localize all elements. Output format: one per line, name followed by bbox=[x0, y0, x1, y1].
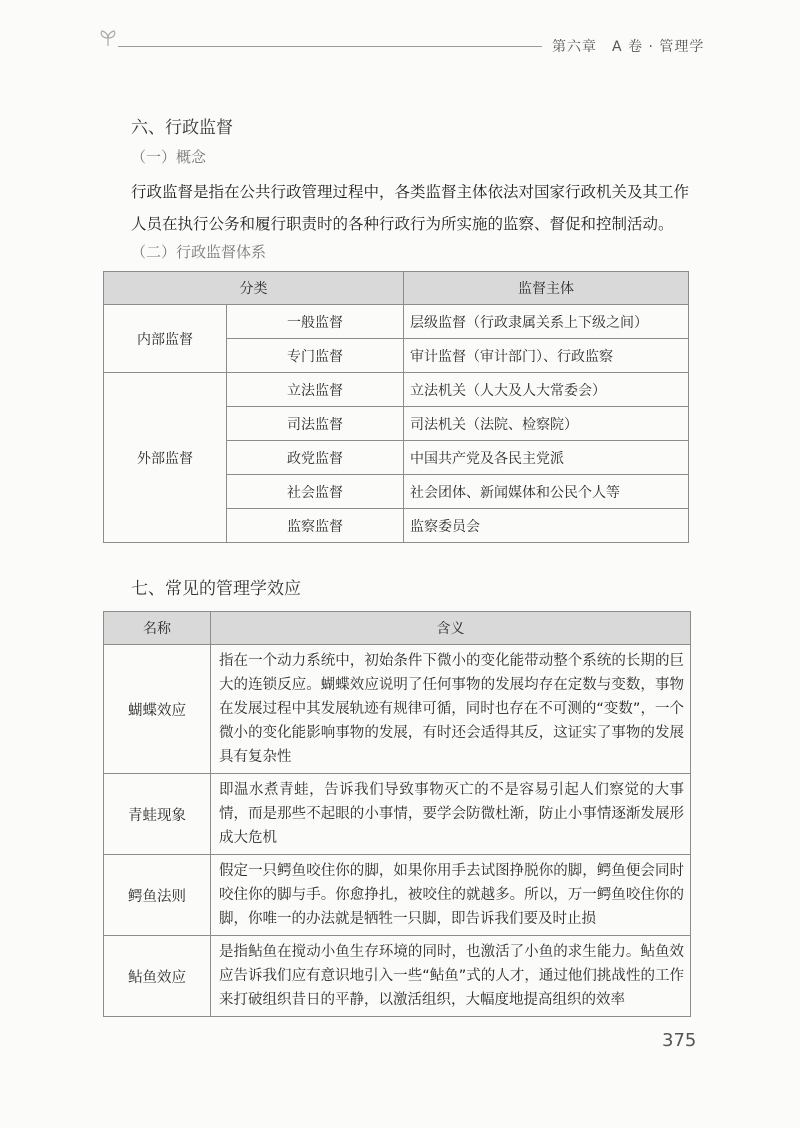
effect-name: 青蛙现象 bbox=[104, 774, 211, 855]
table-header-row bbox=[104, 272, 689, 305]
effect-meaning: 指在一个动力系统中，初始条件下微小的变化能带动整个系统的长期的巨大的连锁反应。蝴蝶效应说明了任何事物的发展均存在定数与变数，事物在发展过程中其发展轨迹有规律可循，同时也存在不可测的“变数”，一个微小的变化能影响事物的发展，有时还会适得其反，这证实了事物的发展具有复杂性 bbox=[211, 645, 691, 774]
table-row bbox=[104, 373, 689, 407]
table-header-row bbox=[104, 612, 691, 645]
effect-name: 蝴蝶效应 bbox=[104, 645, 211, 774]
subject-cell: 层级监督（行政隶属关系上下级之间） bbox=[404, 305, 689, 339]
table-row bbox=[104, 855, 691, 936]
effect-meaning: 是指鲇鱼在搅动小鱼生存环境的同时，也激活了小鱼的求生能力。鲇鱼效应告诉我们应有意识地引入一些“鲇鱼”式的人才，通过他们挑战性的工作来打破组织昔日的平静，以激活组织，大幅度地提高组织的效率 bbox=[211, 936, 691, 1017]
table-row bbox=[104, 305, 689, 339]
subject-cell: 司法机关（法院、检察院） bbox=[404, 407, 689, 441]
subject-cell: 立法机关（人大及人大常委会） bbox=[404, 373, 689, 407]
header-rule bbox=[118, 46, 542, 47]
type-cell: 专门监督 bbox=[227, 339, 404, 373]
external-label: 外部监督 bbox=[104, 373, 227, 543]
col-category: 分类 bbox=[104, 272, 404, 305]
effect-meaning: 假定一只鳄鱼咬住你的脚，如果你用手去试图挣脱你的脚，鳄鱼便会同时咬住你的脚与手。你愈挣扎，被咬住的就越多。所以，万一鳄鱼咬住你的脚，你唯一的办法就是牺牲一只脚，即告诉我们要及时止损 bbox=[211, 855, 691, 936]
type-cell: 司法监督 bbox=[227, 407, 404, 441]
subject-cell: 中国共产党及各民主党派 bbox=[404, 441, 689, 475]
table-row bbox=[104, 774, 691, 855]
subject-cell: 审计监督（审计部门）、行政监察 bbox=[404, 339, 689, 373]
table-row bbox=[104, 645, 691, 774]
section-6-title: 六、行政监督 bbox=[131, 118, 233, 138]
subject-cell: 监察委员会 bbox=[404, 509, 689, 543]
effect-name: 鲇鱼效应 bbox=[104, 936, 211, 1017]
internal-label: 内部监督 bbox=[104, 305, 227, 373]
type-cell: 一般监督 bbox=[227, 305, 404, 339]
type-cell: 社会监督 bbox=[227, 475, 404, 509]
table-row bbox=[104, 936, 691, 1017]
chapter-title: 第六章 A 卷 · 管理学 bbox=[552, 39, 705, 55]
section-7-title: 七、常见的管理学效应 bbox=[131, 579, 301, 599]
sprout-icon bbox=[96, 26, 120, 50]
effect-name: 鳄鱼法则 bbox=[104, 855, 211, 936]
subject-cell: 社会团体、新闻媒体和公民个人等 bbox=[404, 475, 689, 509]
type-cell: 监察监督 bbox=[227, 509, 404, 543]
type-cell: 立法监督 bbox=[227, 373, 404, 407]
management-effects-table bbox=[103, 611, 691, 1017]
col-subject: 监督主体 bbox=[404, 272, 689, 305]
section-6-sub1: （一）概念 bbox=[131, 148, 207, 166]
concept-paragraph: 行政监督是指在公共行政管理过程中，各类监督主体依法对国家行政机关及其工作人员在执行公务和履行职责时的各种行政行为所实施的监察、督促和控制活动。 bbox=[131, 183, 690, 233]
type-cell: 政党监督 bbox=[227, 441, 404, 475]
supervision-system-table bbox=[103, 271, 689, 543]
col-name: 名称 bbox=[104, 612, 211, 645]
effect-meaning: 即温水煮青蛙，告诉我们导致事物灭亡的不是容易引起人们察觉的大事情，而是那些不起眼的小事情，要学会防微杜渐，防止小事情逐渐发展形成大危机 bbox=[211, 774, 691, 855]
col-meaning: 含义 bbox=[211, 612, 691, 645]
page-number: 375 bbox=[662, 1030, 697, 1051]
section-6-sub2: （二）行政监督体系 bbox=[131, 243, 267, 261]
